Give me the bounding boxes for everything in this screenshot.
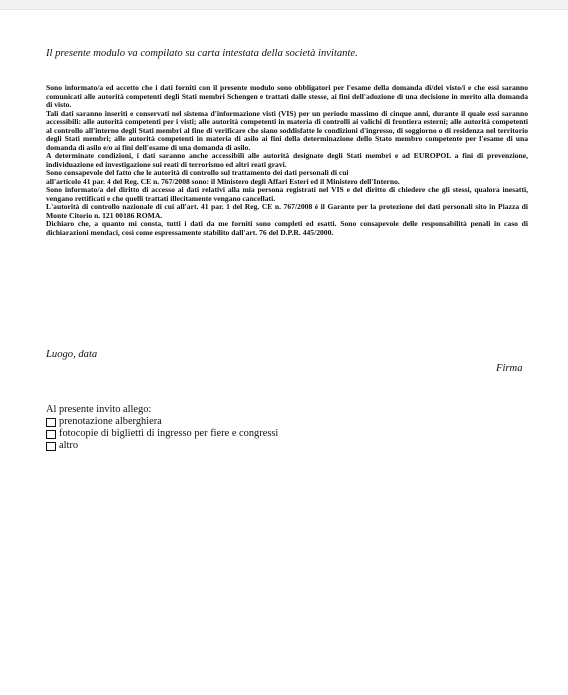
place-date-label: Luogo, data — [46, 349, 98, 360]
viewer-top-band — [0, 0, 568, 10]
notice-paragraph: Sono consapevole del fatto che le autorità di controllo sul trattamento dei dati personali di cui — [46, 168, 349, 177]
signature-label: Firma — [496, 363, 523, 374]
attachment-label: fotocopie di biglietti di ingresso per fiere e congressi — [59, 428, 279, 439]
checkbox-hotel-booking[interactable] — [46, 418, 56, 427]
notice-paragraph: Sono informato/a del diritto di accesso ai dati relativi alla mia persona registrati nel VIS e del diritto di chiedere che gli stessi, qualora inesatti, vengano rettificati e che quelli trattati illecitamente vengano cancellati. — [46, 185, 528, 203]
notice-paragraph: all'articolo 41 par. 4 del Reg. CE n. 767/2008 sono: il Ministero degli Affari Esteri ed il Ministero dell'Interno. — [46, 176, 400, 186]
attachments-section — [46, 404, 446, 452]
checkbox-fair-tickets[interactable] — [46, 430, 56, 439]
attachments-title: Al presente invito allego: — [46, 404, 152, 415]
attachment-item-hotel[interactable] — [46, 416, 446, 428]
notice-paragraph: Sono informato/a ed accetto che i dati forniti con il presente modulo sono obbligatori per l'esame della domanda di/dei visto/i e che essi saranno comunicati alle autorità competenti degli Stati membri Schengen e trattati dalle stesse, ai fini dell'adozione di una decisione in merito alla domanda di visto. — [46, 83, 528, 109]
notice-paragraph: L'autorità di controllo nazionale di cui all'art. 41 par. 1 del Reg. CE n. 767/2008 è il Garante per la protezione dei dati personali sito in Piazza di Monte Citorio n. 121 00186 ROMA. — [46, 202, 528, 220]
notice-paragraph: Tali dati saranno inseriti e conservati nel sistema d'informazione visti (VIS) per un periodo massimo di cinque anni, durante il quale essi saranno accessibili: alle autorità competenti per i visti; alle autorità competenti in materia di controlli ai valichi di frontiera esterni; alle autorità competenti al controllo all'interno degli Stati membri al fine di verificare che siano soddisfatte le condizioni d'ingresso, di soggiorno o di residenza nel territorio degli Stati membri; alle autorità competenti in materia di asilo ai fini della determinazione dello Stato membro competente per l'esame di una domanda di asilo e/o ai fini dell'esame di una domanda di asilo. — [46, 108, 528, 152]
document-page — [0, 10, 568, 695]
checkbox-other[interactable] — [46, 442, 56, 451]
attachment-label: prenotazione alberghiera — [59, 416, 162, 427]
attachment-item-other[interactable] — [46, 440, 446, 452]
privacy-notice — [46, 84, 528, 237]
notice-paragraph: Dichiaro che, a quanto mi consta, tutti i dati da me forniti sono completi ed esatti. Sono consapevole delle responsabilità penali in caso di dichiarazioni mendaci, così come espressamente stabilito dall'art. 76 del D.P.R. 445/2000. — [46, 219, 528, 237]
attachment-item-tickets[interactable] — [46, 428, 446, 440]
intro-note: Il presente modulo va compilato su carta intestata della società invitante. — [46, 48, 358, 59]
attachment-label: altro — [59, 440, 79, 451]
notice-paragraph: A determinate condizioni, i dati saranno anche accessibili alle autorità designate degli Stati membri e ad EUROPOL a fini di prevenzione, individuazione ed investigazione sui reati di terrorismo ed altri reati gravi. — [46, 151, 528, 169]
